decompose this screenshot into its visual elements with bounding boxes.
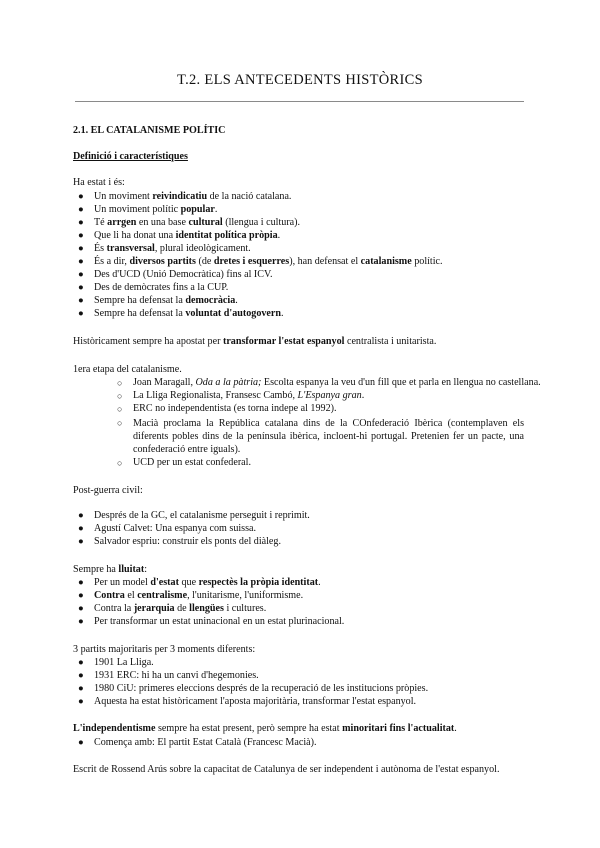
list-item: 1931 ERC: hi ha un canvi d'hegemonies. [94, 670, 259, 681]
list-item: UCD per un estat confederal. [133, 457, 251, 468]
bullet-icon: ● [78, 537, 84, 547]
bullet-icon: ● [78, 671, 84, 681]
bullet-icon: ● [78, 309, 84, 319]
bullet-icon: ● [78, 205, 84, 215]
intro-text: Ha estat i és: [73, 177, 125, 188]
list-item: Per un model d'estat que respectès la pròpia identitat. [94, 577, 321, 588]
section-heading: 2.1. EL CATALANISME POLÍTIC [73, 125, 226, 136]
title-divider [75, 101, 524, 102]
first-stage-label: 1era etapa del catalanisme. [73, 364, 182, 375]
list-item: Sempre ha defensat la democràcia. [94, 295, 238, 306]
bullet-icon: ● [78, 524, 84, 534]
parties-label: 3 partits majoritaris per 3 moments diferents: [73, 644, 256, 655]
list-item: Contra la jerarquia de llengües i cultures. [94, 603, 267, 614]
list-item: Macià proclama la República catalana dins de la COnfederació Ibèrica (contemplaven els diferents pobles dins de la península ibèrica, incloent-hi portugal. Pretenien fer un pacte, una confederació entre iguals). [133, 418, 524, 455]
list-item: Que li ha donat una identitat política pròpia. [94, 230, 281, 241]
bullet-icon: ● [78, 617, 84, 627]
list-item: La Lliga Regionalista, Fransesc Cambó, L'Espanya gran. [133, 390, 365, 401]
bullet-icon: ● [78, 738, 84, 748]
list-item: ERC no independentista (es torna indepe al 1992). [133, 403, 337, 414]
list-item: Un moviment polític popular. [94, 204, 218, 215]
list-item: Agustí Calvet: Una espanya com suissa. [94, 523, 257, 534]
bullet-icon: ● [78, 283, 84, 293]
struggle-label: Sempre ha lluitat: [73, 564, 148, 575]
sub-bullet-icon: ○ [117, 404, 123, 414]
bullet-icon: ● [78, 591, 84, 601]
bullet-icon: ● [78, 231, 84, 241]
list-item: Després de la GC, el catalanisme perseguit i reprimit. [94, 510, 310, 521]
bullet-icon: ● [78, 296, 84, 306]
list-item: Comença amb: El partit Estat Català (Francesc Macià). [94, 737, 317, 748]
sub-bullet-icon: ○ [117, 378, 123, 388]
sub-bullet-icon: ○ [117, 458, 123, 468]
bullet-icon: ● [78, 604, 84, 614]
independentism-paragraph: L'independentisme sempre ha estat present, però sempre ha estat minoritari fins l'actualitat. [73, 723, 457, 734]
list-item: Salvador espriu: construir els ponts del diàleg. [94, 536, 281, 547]
bullet-icon: ● [78, 511, 84, 521]
bullet-icon: ● [78, 270, 84, 280]
list-item: Sempre ha defensat la voluntat d'autogovern. [94, 308, 284, 319]
list-item: Té arrgen en una base cultural (llengua i cultura). [94, 217, 301, 228]
sub-bullet-icon: ○ [117, 418, 123, 428]
bullet-icon: ● [78, 684, 84, 694]
bullet-icon: ● [78, 658, 84, 668]
bullet-icon: ● [78, 578, 84, 588]
list-item: Aquesta ha estat històricament l'aposta majoritària, transformar l'estat espanyol. [94, 696, 417, 707]
list-item: 1980 CiU: primeres eleccions després de la recuperació de les institucions pròpies. [94, 683, 429, 694]
list-item: És a dir, diversos partits (de dretes i esquerres), han defensat el catalanisme polític. [94, 256, 443, 267]
list-item: Joan Maragall, Oda a la pàtria; Escolta espanya la veu d'un fill que et parla en llengua no castellana. [133, 377, 541, 388]
list-item: 1901 La Lliga. [94, 657, 154, 668]
bullet-icon: ● [78, 192, 84, 202]
historic-paragraph: Històricament sempre ha apostat per transformar l'estat espanyol centralista i unitarista. [73, 336, 437, 347]
bullet-icon: ● [78, 257, 84, 267]
list-item: Per transformar un estat uninacional en un estat plurinacional. [94, 616, 345, 627]
list-item: És transversal, plural ideològicament. [94, 243, 251, 254]
postwar-label: Post-guerra civil: [73, 485, 143, 496]
list-item: Des d'UCD (Unió Democràtica) fins al ICV. [94, 269, 273, 280]
closing-paragraph: Escrit de Rossend Arús sobre la capacitat de Catalunya de ser independent i autònoma de l'estat espanyol. [73, 764, 500, 775]
bullet-icon: ● [78, 218, 84, 228]
list-item: Des de demòcrates fins a la CUP. [94, 282, 229, 293]
page-title: T.2. ELS ANTECEDENTS HISTÒRICS [177, 72, 423, 88]
sub-bullet-icon: ○ [117, 391, 123, 401]
subheading: Definició i característiques [73, 151, 188, 162]
bullet-icon: ● [78, 244, 84, 254]
bullet-icon: ● [78, 697, 84, 707]
list-item: Contra el centralisme, l'unitarisme, l'uniformisme. [94, 590, 304, 601]
list-item: Un moviment reivindicatiu de la nació catalana. [94, 191, 292, 202]
